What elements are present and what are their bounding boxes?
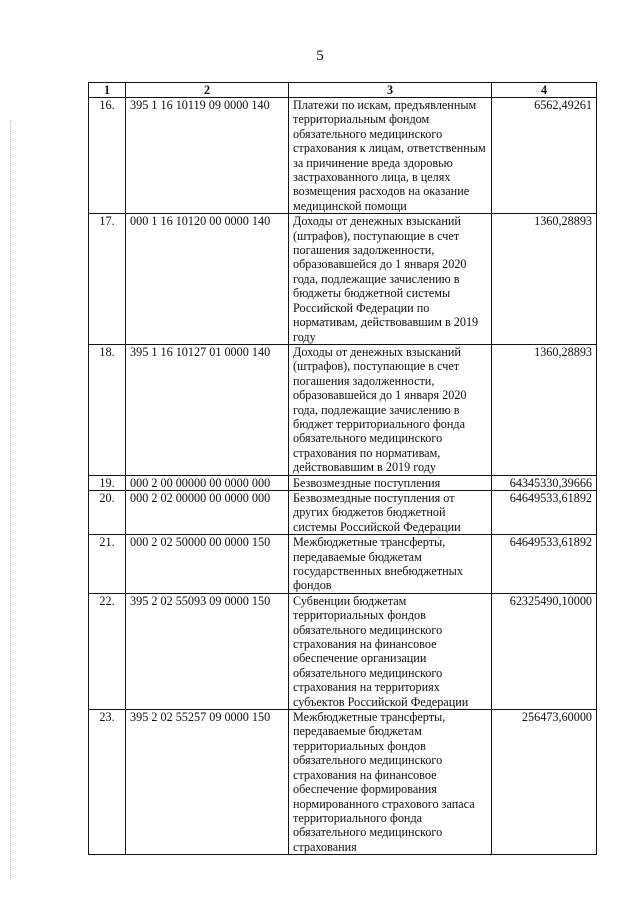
amount: 64649533,61892 (492, 490, 597, 534)
revenue-description: Доходы от денежных взысканий (штрафов), поступающие в счет погашения задолженности, образовавшейся до 1 января 2020 года, подлежащие зачислению в бюджет территориального фонда обязательного медицинского страхования по нормативам, действовавшим в 2019 году (289, 344, 492, 475)
scan-margin-dots (10, 120, 12, 880)
row-number: 22. (89, 593, 126, 709)
amount: 1360,28893 (492, 214, 597, 345)
budget-code: 395 2 02 55093 09 0000 150 (126, 593, 289, 709)
amount: 256473,60000 (492, 710, 597, 855)
row-number: 18. (89, 344, 126, 475)
table-row (89, 710, 597, 855)
row-number: 21. (89, 535, 126, 594)
table-row (89, 490, 597, 534)
page-number: 5 (316, 48, 324, 64)
table-row (89, 475, 597, 490)
row-number: 17. (89, 214, 126, 345)
table-row (89, 214, 597, 345)
revenue-description: Межбюджетные трансферты, передаваемые бюджетам территориальных фондов обязательного медицинского страхования на финансовое обеспечение формирования нормированного страхового запаса территориального фонда обязательного медицинского страхования (289, 710, 492, 855)
amount: 64649533,61892 (492, 535, 597, 594)
amount: 6562,49261 (492, 98, 597, 214)
header-col-2: 2 (126, 83, 289, 98)
revenue-description: Межбюджетные трансферты, передаваемые бюджетам государственных внебюджетных фондов (289, 535, 492, 594)
row-number: 23. (89, 710, 126, 855)
header-col-4: 4 (492, 83, 597, 98)
amount: 1360,28893 (492, 344, 597, 475)
revenue-description: Безвозмездные поступления (289, 475, 492, 490)
row-number: 16. (89, 98, 126, 214)
revenue-description: Безвозмездные поступления от других бюджетов бюджетной системы Российской Федерации (289, 490, 492, 534)
table-row (89, 98, 597, 214)
table-row (89, 535, 597, 594)
table-row (89, 593, 597, 709)
row-number: 20. (89, 490, 126, 534)
revenue-description: Платежи по искам, предъявленным территориальным фондом обязательного медицинского страхования к лицам, ответственным за причинение вреда здоровью застрахованного лица, в целях возмещения расходов на оказание медицинской помощи (289, 98, 492, 214)
header-col-3: 3 (289, 83, 492, 98)
budget-code: 000 2 02 00000 00 0000 000 (126, 490, 289, 534)
table-header-row (89, 83, 597, 98)
budget-code: 000 2 02 50000 00 0000 150 (126, 535, 289, 594)
header-col-1: 1 (89, 83, 126, 98)
budget-revenue-table (88, 82, 597, 855)
table-row (89, 344, 597, 475)
amount: 64345330,39666 (492, 475, 597, 490)
budget-code: 000 1 16 10120 00 0000 140 (126, 214, 289, 345)
budget-code: 395 1 16 10119 09 0000 140 (126, 98, 289, 214)
budget-code: 000 2 00 00000 00 0000 000 (126, 475, 289, 490)
budget-code: 395 2 02 55257 09 0000 150 (126, 710, 289, 855)
amount: 62325490,10000 (492, 593, 597, 709)
revenue-description: Субвенции бюджетам территориальных фондов обязательного медицинского страхования на финансовое обеспечение организации обязательного медицинского страхования на территориях субъектов Российской Федерации (289, 593, 492, 709)
budget-code: 395 1 16 10127 01 0000 140 (126, 344, 289, 475)
row-number: 19. (89, 475, 126, 490)
revenue-description: Доходы от денежных взысканий (штрафов), поступающие в счет погашения задолженности, образовавшейся до 1 января 2020 года, подлежащие зачислению в бюджеты бюджетной системы Российской Федерации по нормативам, действовавшим в 2019 году (289, 214, 492, 345)
